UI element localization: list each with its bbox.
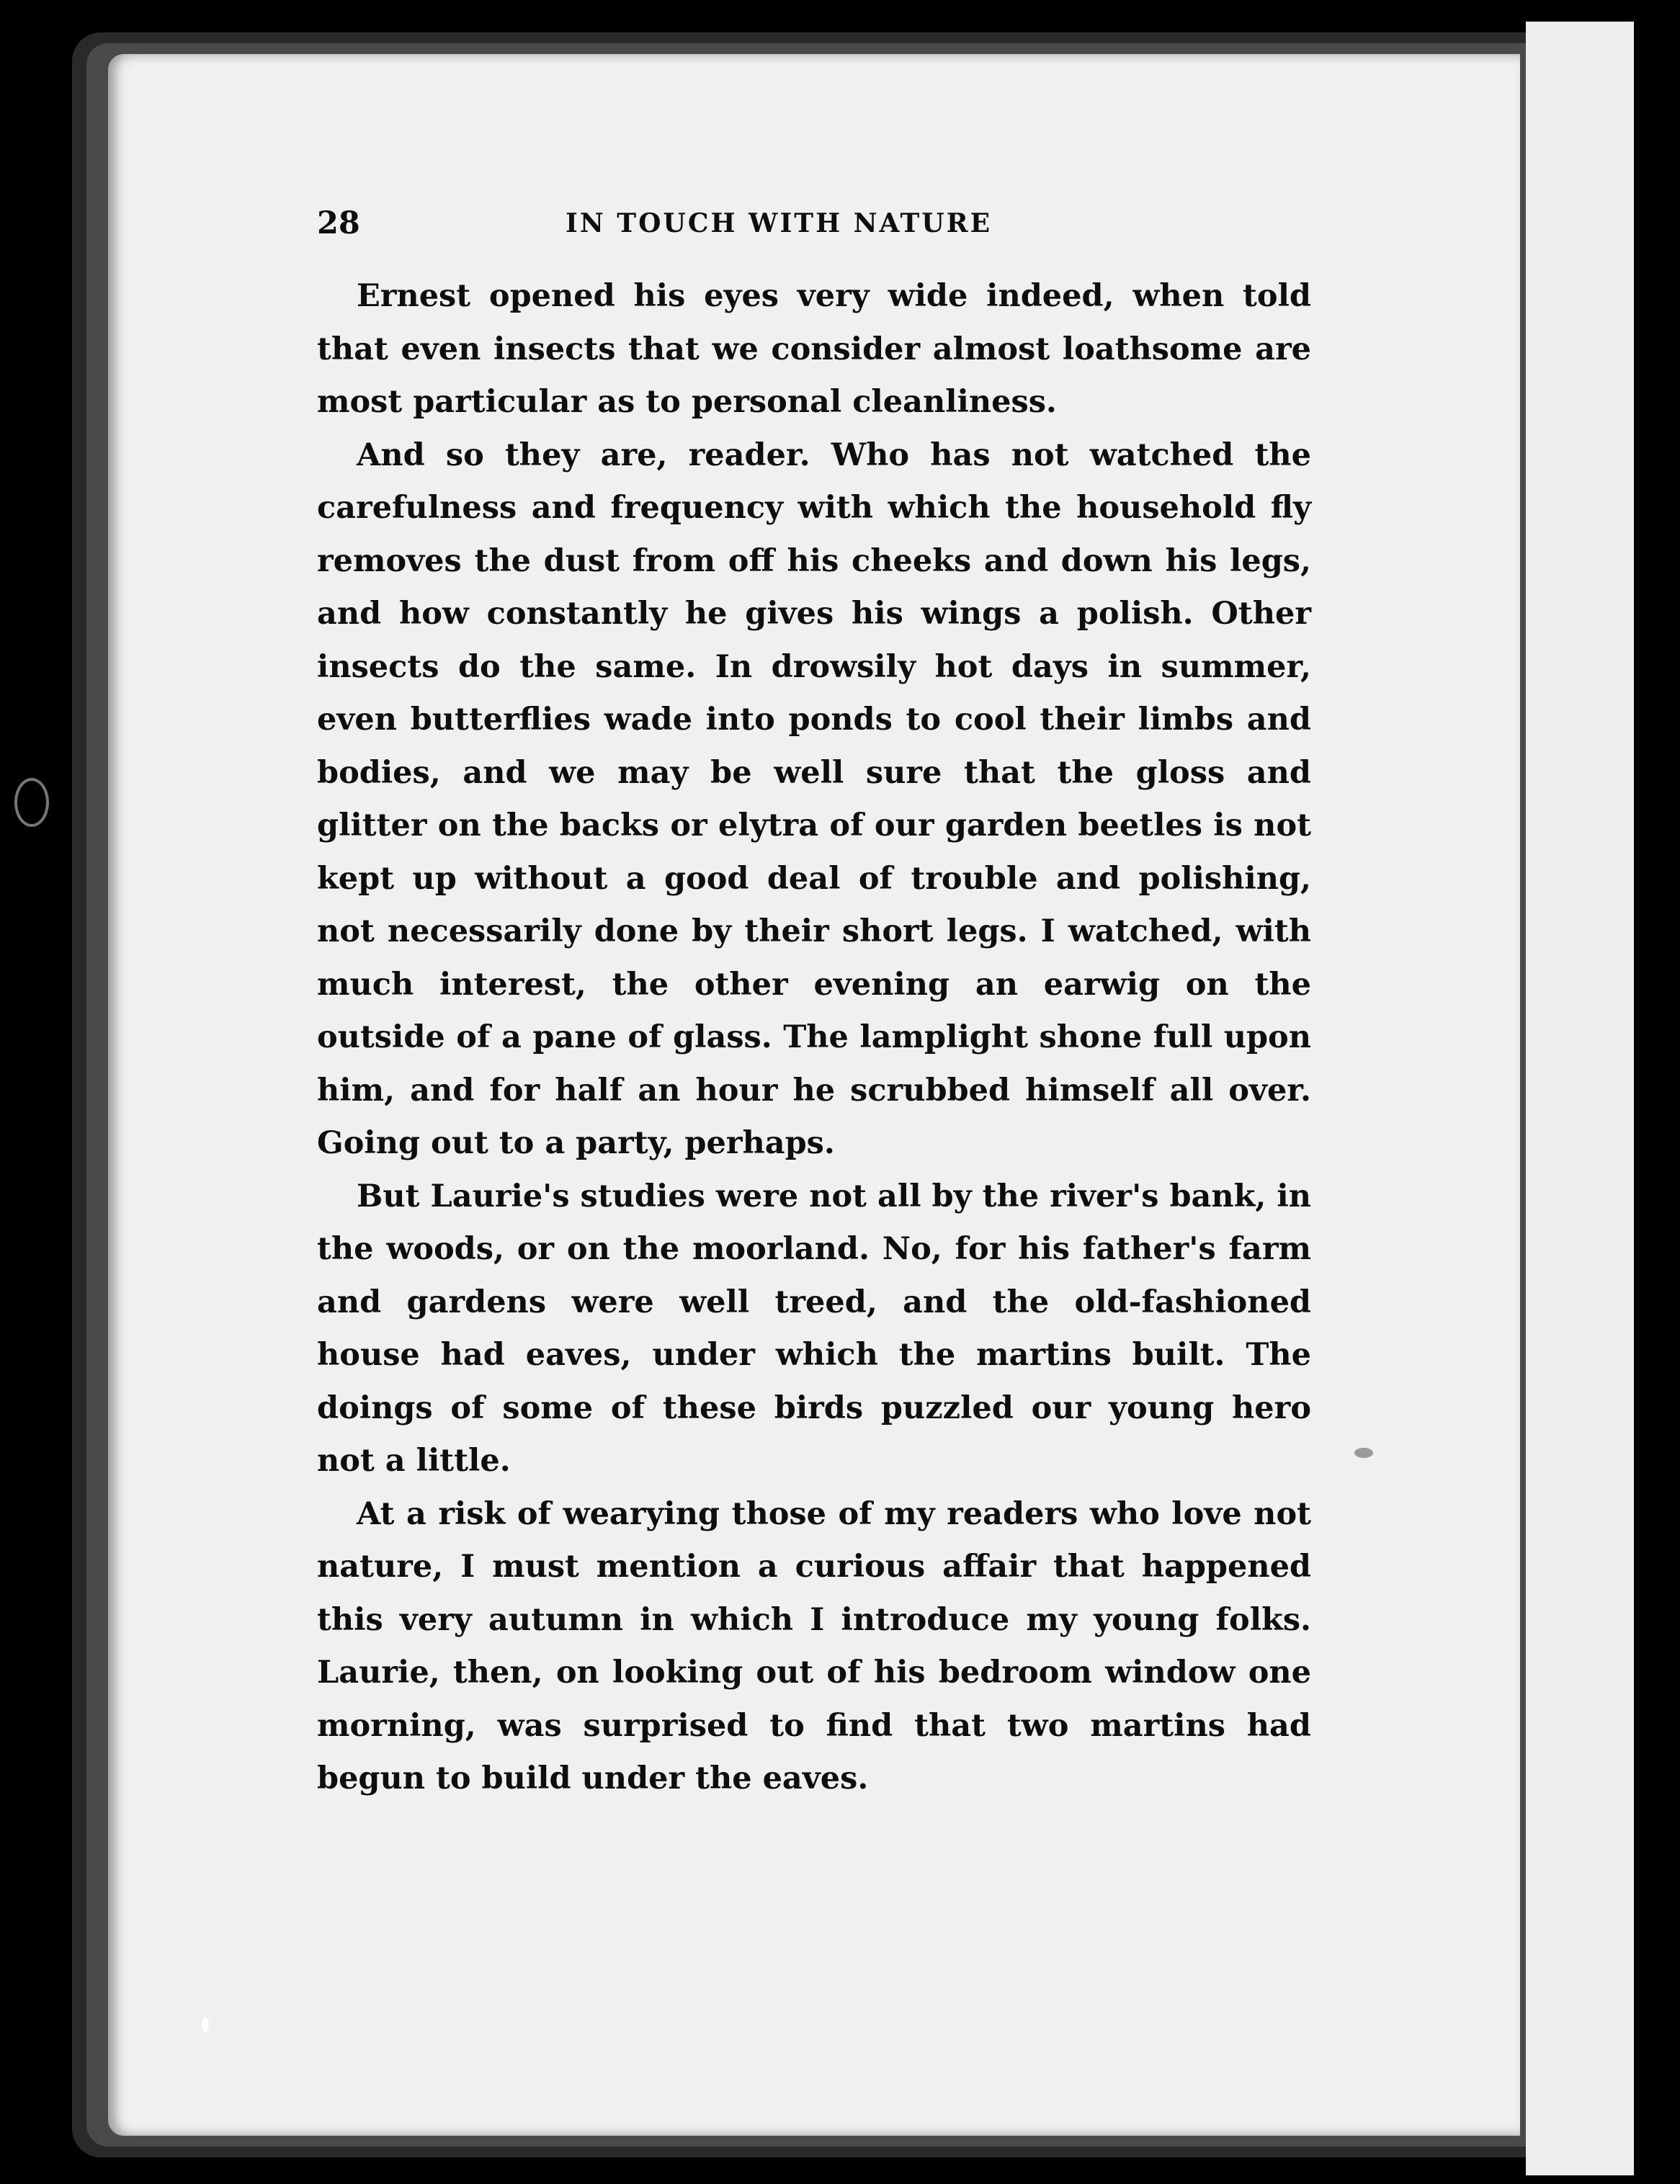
page-text-block (317, 205, 1311, 1806)
scan-speck (1354, 1448, 1373, 1458)
paragraph-1: Ernest opened his eyes very wide indeed, when told that even insects that we consider almost loathsome are most particular as to personal cleanliness. (317, 278, 1311, 420)
paragraph-4: At a risk of wearying those of my readers who love not nature, I must mention a curious affair that happened this very autumn in which I introduce my young folks. Laurie, then, on looking out of his bedroom window one morning, was surprised to find that two martins had begun to build under the eaves. (317, 1495, 1311, 1796)
running-title: IN TOUCH WITH NATURE (566, 208, 993, 238)
scan-speck (14, 778, 49, 827)
page-number: 28 (317, 205, 360, 241)
running-head (317, 205, 1311, 270)
scan-speck (202, 2017, 209, 2033)
facing-page-edge (1526, 22, 1634, 2175)
paragraph-2: And so they are, reader. Who has not watched the carefulness and frequency with which the household fly removes the dust from off his cheeks and down his legs, and how constantly he gives his wings a polish. Other insects do the same. In drowsily hot days in summer, even butterflies wade into ponds to cool their limbs and bodies, and we may be well sure that the gloss and glitter on the backs or elytra of our garden beetles is not kept up without a good deal of trouble and polishing, not necessarily done by their short legs. I watched, with much interest, the other evening an earwig on the outside of a pane of glass. The lamplight shone full upon him, and for half an hour he scrubbed himself all over. Going out to a party, perhaps. (317, 437, 1311, 1161)
paragraph-3: But Laurie's studies were not all by the river's bank, in the woods, or on the moorland. No, for his father's farm and gardens were well treed, and the old-fashioned house had eaves, under which the martins built. The doings of some of these birds puzzled our young hero not a little. (317, 1178, 1311, 1479)
scan-border-right (1634, 0, 1680, 2184)
